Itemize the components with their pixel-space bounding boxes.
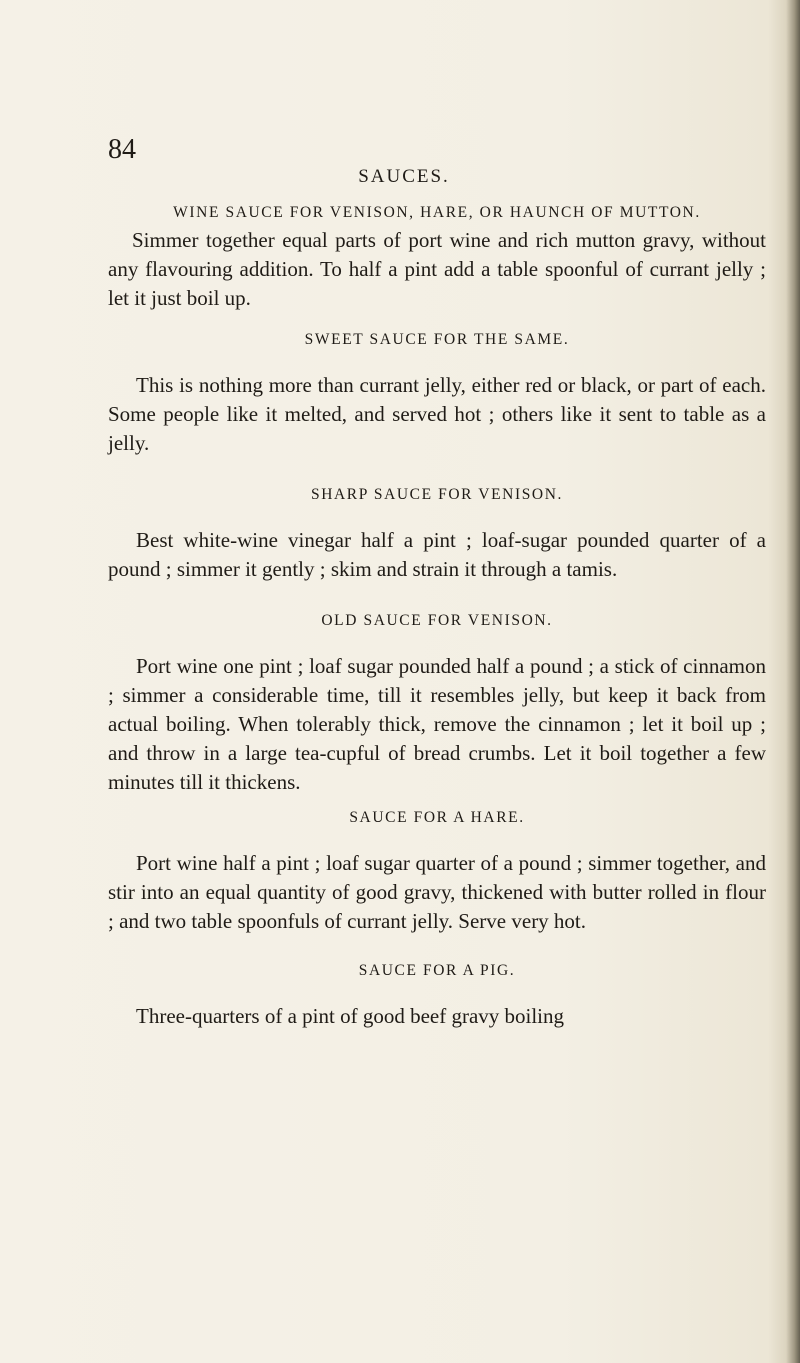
running-head: SAUCES. (358, 166, 450, 187)
recipe-heading: SAUCE FOR A PIG. (358, 962, 516, 979)
recipe-pig-sauce (108, 958, 766, 1031)
recipe-heading: WINE SAUCE FOR VENISON, HARE, OR HAUNCH OF MUTTON. (173, 204, 701, 221)
recipe-hare-sauce (108, 805, 766, 936)
recipe-text: Port wine half a pint ; loaf sugar quarter of a pound ; simmer together, and stir into an equal quantity of good gravy, thickened with butter rolled in flour ; and two table spoonfuls of currant jelly. Serve very hot. (108, 851, 766, 933)
recipe-text: Three-quarters of a pint of good beef gravy boiling (136, 1004, 565, 1028)
recipe-heading: SHARP SAUCE FOR VENISON. (310, 486, 563, 503)
recipe-heading: OLD SAUCE FOR VENISON. (321, 612, 553, 629)
recipe-text: This is nothing more than currant jelly, either red or black, or part of each. Some people like it melted, and served hot ; others like it sent to table as a jelly. (108, 373, 766, 455)
recipe-wine-sauce (108, 200, 766, 313)
recipe-heading: SWEET SAUCE FOR THE SAME. (304, 331, 570, 348)
recipe-text: Best white-wine vinegar half a pint ; loaf-sugar pounded quarter of a pound ; simmer it gently ; skim and strain it through a tamis. (108, 528, 766, 581)
recipe-sharp-sauce (108, 482, 766, 584)
recipe-heading: SAUCE FOR A HARE. (349, 809, 525, 826)
recipe-sweet-sauce (108, 327, 766, 458)
page-body (108, 200, 766, 1031)
page-edge (786, 0, 800, 1363)
page-number: 84 (108, 134, 136, 165)
recipe-text: Port wine one pint ; loaf sugar pounded half a pound ; a stick of cinnamon ; simmer a considerable time, till it resembles jelly, but keep it back from actual boiling. When tolerably thick, remove the cinnamon ; let it boil up ; and throw in a large tea-cupful of bread crumbs. Let it boil together a few minutes till it thickens. (108, 654, 766, 794)
recipe-text: Simmer together equal parts of port wine and rich mutton gravy, without any flavouring addition. To half a pint add a table spoonful of currant jelly ; let it just boil up. (108, 228, 766, 310)
recipe-old-sauce (108, 608, 766, 797)
